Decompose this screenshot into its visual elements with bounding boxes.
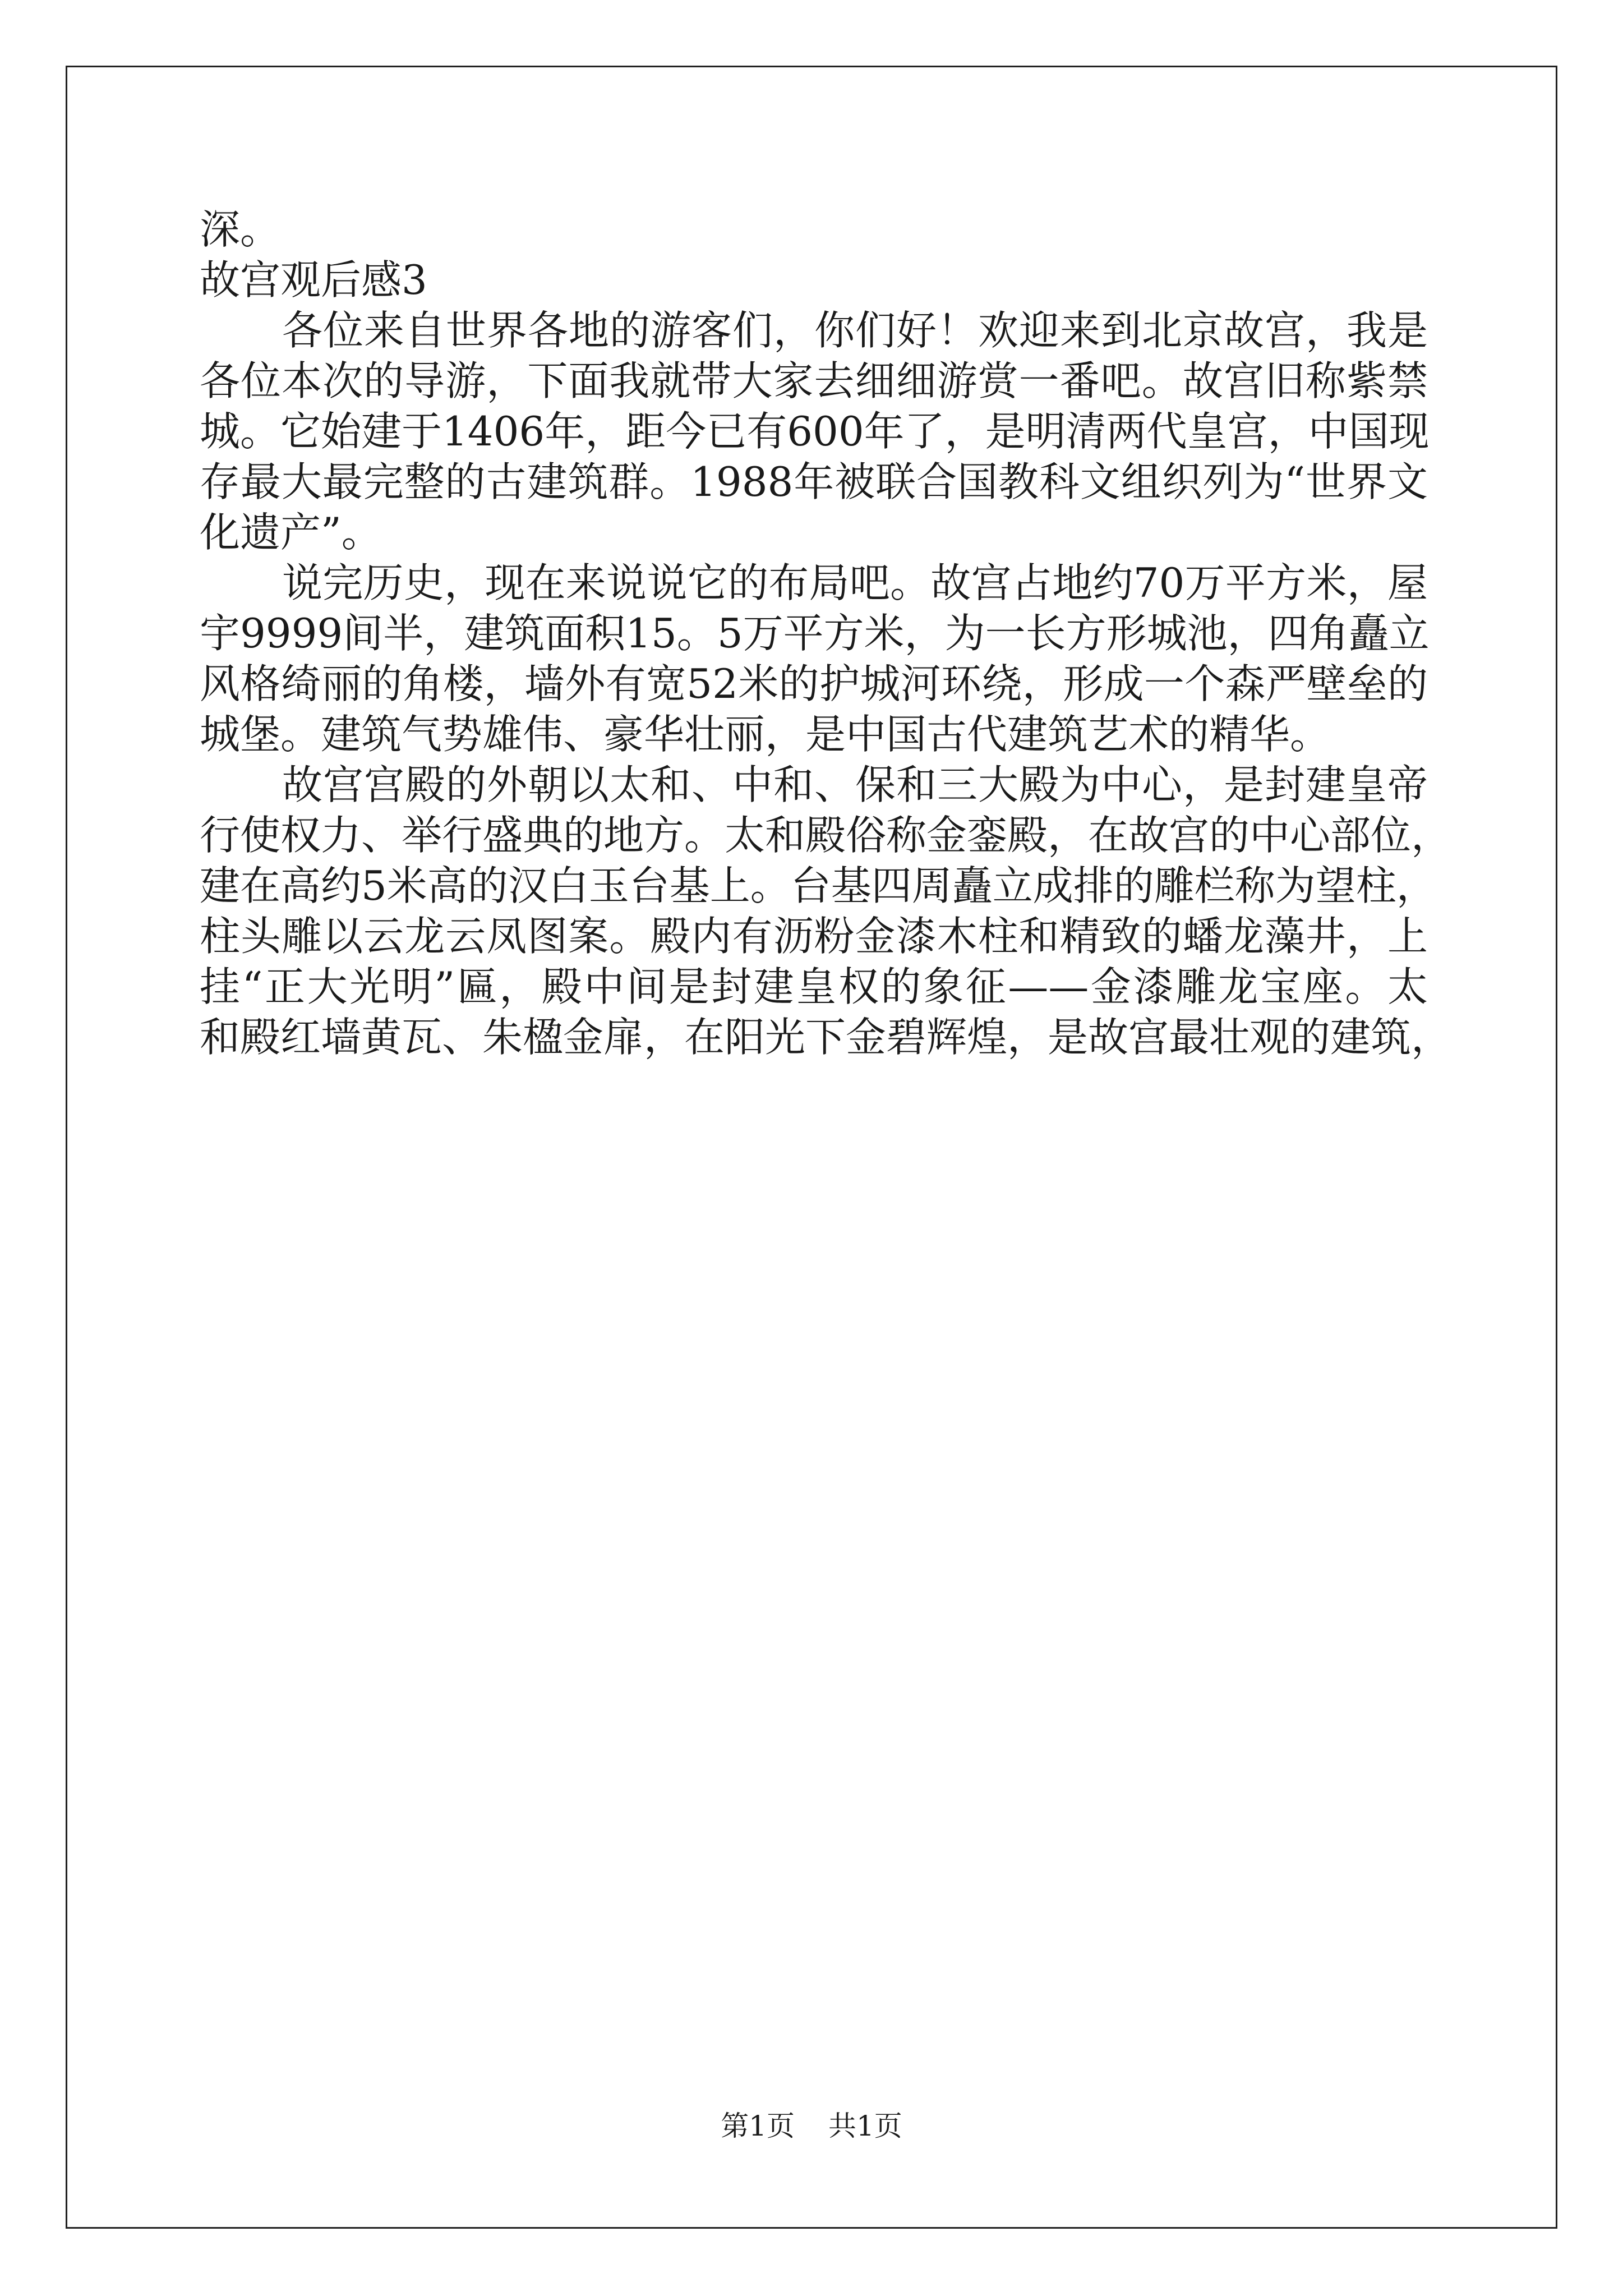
text-line-17: 和殿红墙黄瓦、朱楹金扉，在阳光下金碧辉煌，是故宫最壮观的建筑， [200,1014,1452,1061]
text-line-7: 化遗产”。 [200,509,382,556]
text-line-3: 各位来自世界各地的游客们，你们好！欢迎来到北京故宫，我是 [282,307,1428,354]
document-body [200,204,1452,1062]
text-line-12: 故宫宫殿的外朝以太和、中和、保和三大殿为中心，是封建皇帝 [282,761,1428,808]
text-line-4: 各位本次的导游，下面我就带大家去细细游赏一番吧。故宫旧称紫禁 [200,357,1428,404]
text-line-11: 城堡。建筑气势雄伟、豪华壮丽，是中国古代建筑艺术的精华。 [200,711,1331,758]
text-line-15: 柱头雕以云龙云凤图案。殿内有沥粉金漆木柱和精致的蟠龙藻井，上 [200,913,1428,960]
text-line-14: 建在高约5米高的汉白玉台基上。台基四周矗立成排的雕栏称为望柱， [200,862,1437,909]
text-line-5: 城。它始建于1406年，距今已有600年了，是明清两代皇宫，中国现 [200,408,1430,455]
text-line-13: 行使权力、举行盛典的地方。太和殿俗称金銮殿，在故宫的中心部位， [200,812,1452,859]
text-line-6: 存最大最完整的古建筑群。1988年被联合国教科文组织列为“世界文 [200,458,1428,505]
page-number: 第1页 [721,2110,795,2142]
text-line-1: 深。 [200,206,281,253]
text-line-10: 风格绮丽的角楼，墙外有宽52米的护城河环绕，形成一个森严壁垒的 [200,660,1428,707]
page-total: 共1页 [828,2110,902,2142]
page-footer [0,2109,1623,2143]
text-line-9: 宇9999间半，建筑面积15。5万平方米，为一长方形城池，四角矗立 [200,610,1430,657]
section-heading: 故宫观后感3 [200,256,427,303]
text-line-16: 挂“正大光明”匾，殿中间是封建皇权的象征——金漆雕龙宝座。太 [200,963,1428,1010]
text-line-8: 说完历史，现在来说说它的布局吧。故宫占地约70万平方米，屋 [282,559,1428,606]
